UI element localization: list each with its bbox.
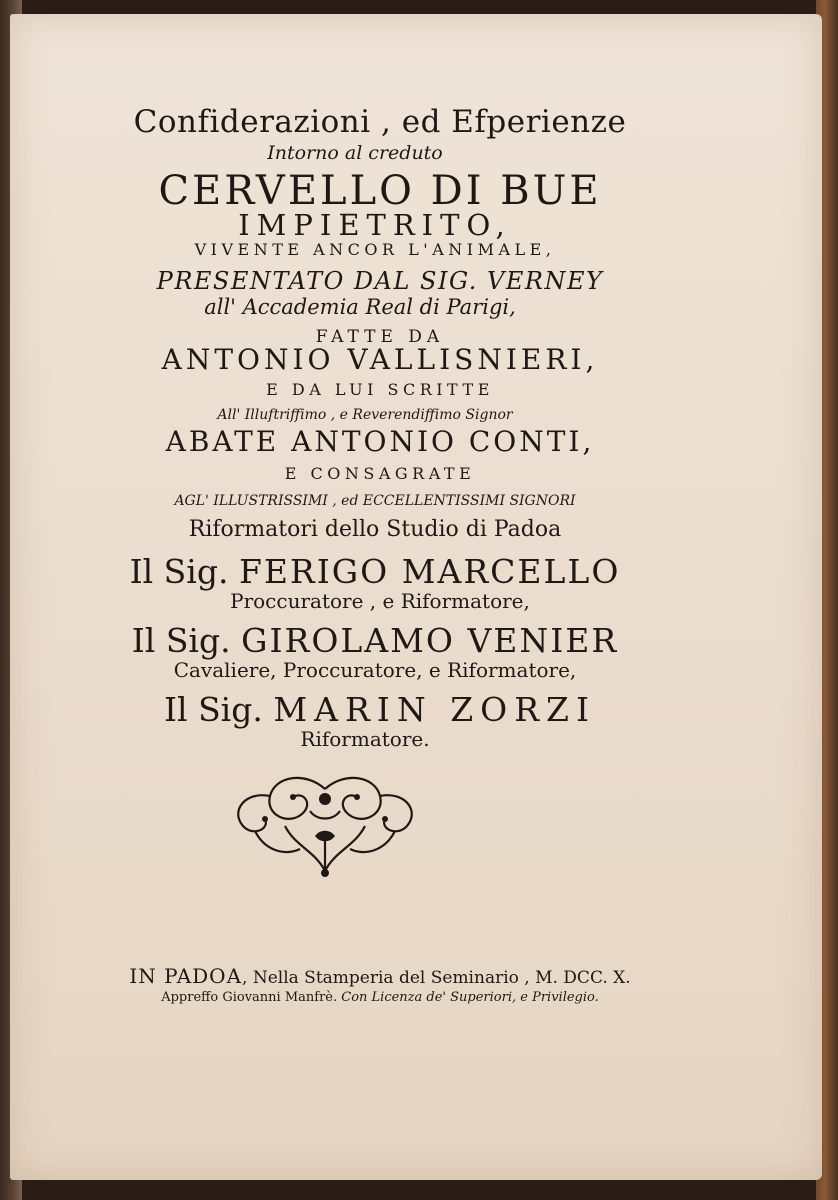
- title-block: [50, 104, 690, 881]
- reformer-3-prefix: Il Sig.: [163, 690, 263, 729]
- imprint-block: [50, 964, 690, 1005]
- title-line-presentato: PRESENTATO DAL SIG. VERNEY: [156, 267, 604, 295]
- reformer-3-title: Riformatore.: [300, 727, 430, 751]
- reformer-3: [70, 690, 690, 729]
- title-line-vivente: VIVENTE ANCOR L'ANIMALE,: [194, 240, 556, 259]
- reformer-3-name: MARIN ZORZI: [273, 690, 597, 729]
- title-line-considerazioni: Confiderazioni , ed Efperienze: [133, 104, 627, 140]
- imprint-line-1: [70, 964, 690, 988]
- title-page: [10, 14, 822, 1180]
- imprint-licence: Con Licenza de' Superiori, e Privilegio.: [341, 990, 599, 1005]
- title-line-intorno: Intorno al creduto: [267, 142, 443, 164]
- reformer-2: [60, 621, 690, 660]
- reformer-1: [60, 552, 690, 591]
- title-line-scritte: E DA LUI SCRITTE: [266, 380, 494, 399]
- author-name: ANTONIO VALLISNIERI,: [161, 343, 599, 376]
- title-line-signori: AGL' ILLUSTRISSIMI , ed ECCELLENTISSIMI SIGNORI: [174, 493, 576, 509]
- ornamental-fleuron-icon: [225, 771, 425, 881]
- imprint-place: IN PADOA: [129, 964, 243, 988]
- imprint-line-2: [70, 990, 690, 1005]
- reformer-2-prefix: Il Sig.: [131, 621, 231, 660]
- title-line-fatte-da: FATTE DA: [315, 327, 445, 347]
- dedicatee-name: ABATE ANTONIO CONTI,: [165, 425, 595, 458]
- title-line-riformatori: Riformatori dello Studio di Padoa: [188, 517, 562, 542]
- title-line-impietrito: IMPIETRITO,: [238, 208, 512, 242]
- reformer-1-name: FERIGO MARCELLO: [238, 552, 621, 591]
- imprint-printer: Appreffo Giovanni Manfrè.: [161, 990, 338, 1005]
- title-line-accademia: all' Accademia Real di Parigi,: [204, 295, 516, 319]
- reformer-1-prefix: Il Sig.: [129, 552, 229, 591]
- title-line-cervello: CERVELLO DI BUE: [158, 168, 602, 214]
- title-line-illustrissimo: All' Illuftriffimo , e Reverendiffimo Signor: [217, 407, 513, 423]
- title-line-consagrate: E CONSAGRATE: [284, 464, 476, 483]
- reformer-2-title: Cavaliere, Proccuratore, e Riformatore,: [173, 658, 577, 682]
- reformer-1-title: Proccuratore , e Riformatore,: [230, 589, 530, 613]
- imprint-press: , Nella Stamperia del Seminario , M. DCC. X.: [242, 968, 631, 988]
- reformer-2-name: GIROLAMO VENIER: [241, 621, 619, 660]
